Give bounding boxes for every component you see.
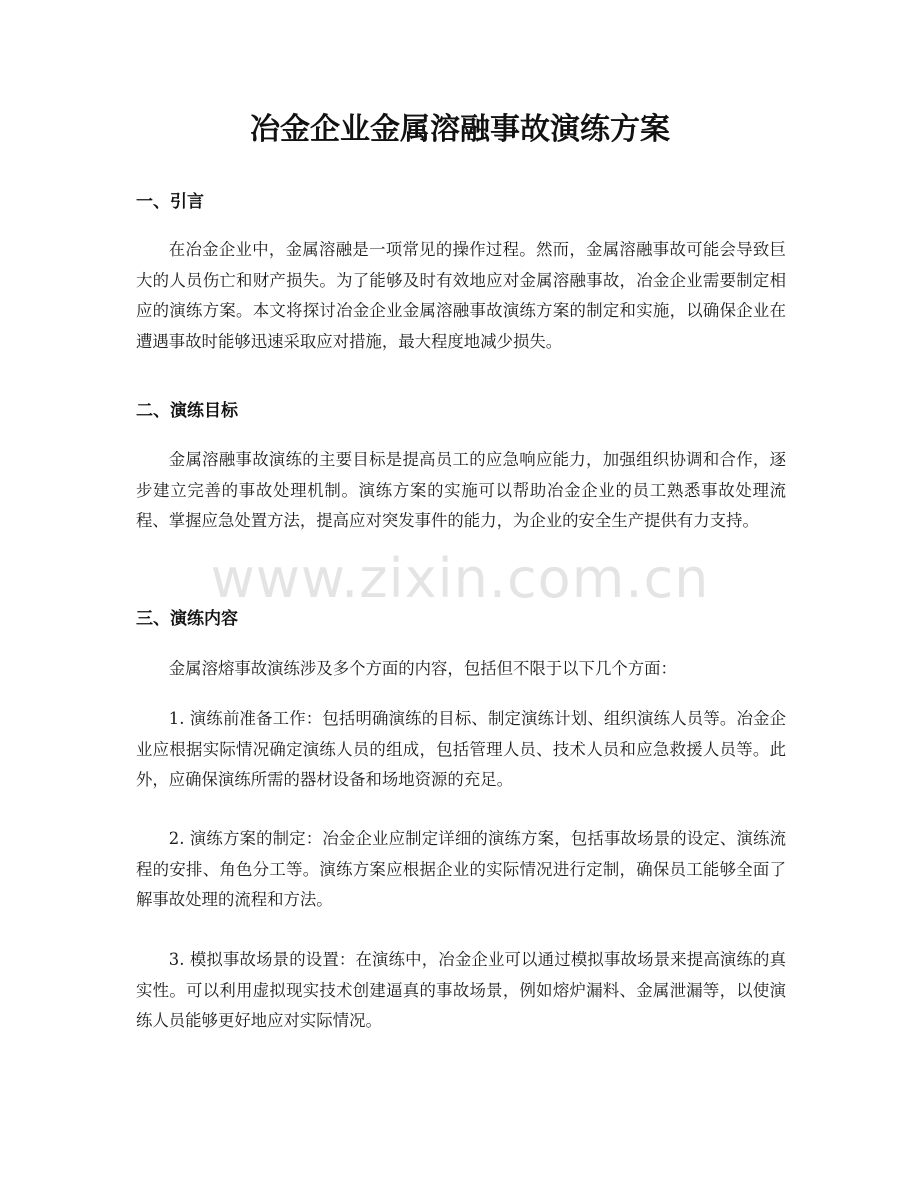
drill-content-item-2: 2. 演练方案的制定：冶金企业应制定详细的演练方案，包括事故场景的设定、演练流程的安排、角色分工等。演练方案应根据企业的实际情况进行定制，确保员工能够全面了解事故处理的流程和方法。 bbox=[136, 829, 786, 909]
drill-content-item-3: 3. 模拟事故场景的设置：在演练中，冶金企业可以通过模拟事故场景来提高演练的真实性。可以利用虚拟现实技术创建逼真的事故场景，例如熔炉漏料、金属泄漏等，以使演练人员能够更好地应对实际情况。 bbox=[136, 950, 786, 1030]
drill-goals-paragraph: 金属溶融事故演练的主要目标是提高员工的应急响应能力，加强组织协调和合作，逐步建立完善的事故处理机制。演练方案的实施可以帮助冶金企业的员工熟悉事故处理流程、掌握应急处置方法，提高应对突发事件的能力，为企业的安全生产提供有力支持。 bbox=[136, 450, 786, 530]
drill-content-item-1: 1. 演练前准备工作：包括明确演练的目标、制定演练计划、组织演练人员等。冶金企业应根据实际情况确定演练人员的组成，包括管理人员、技术人员和应急救援人员等。此外，应确保演练所需的器材设备和场地资源的充足。 bbox=[136, 709, 786, 789]
section-heading-drill-goals: 二、演练目标 bbox=[136, 401, 238, 421]
document-title: 冶金企业金属溶融事故演练方案 bbox=[250, 112, 670, 147]
section-heading-drill-content: 三、演练内容 bbox=[136, 609, 238, 629]
introduction-paragraph: 在冶金企业中，金属溶融是一项常见的操作过程。然而，金属溶融事故可能会导致巨大的人员伤亡和财产损失。为了能够及时有效地应对金属溶融事故，冶金企业需要制定相应的演练方案。本文将探讨冶金企业金属溶融事故演练方案的制定和实施，以确保企业在遭遇事故时能够迅速采取应对措施，最大程度地减少损失。 bbox=[136, 240, 786, 351]
watermark: www.zixin.com.cn bbox=[210, 547, 710, 610]
section-heading-introduction: 一、引言 bbox=[136, 192, 204, 212]
drill-content-intro-paragraph: 金属溶熔事故演练涉及多个方面的内容，包括但不限于以下几个方面： bbox=[168, 659, 677, 678]
